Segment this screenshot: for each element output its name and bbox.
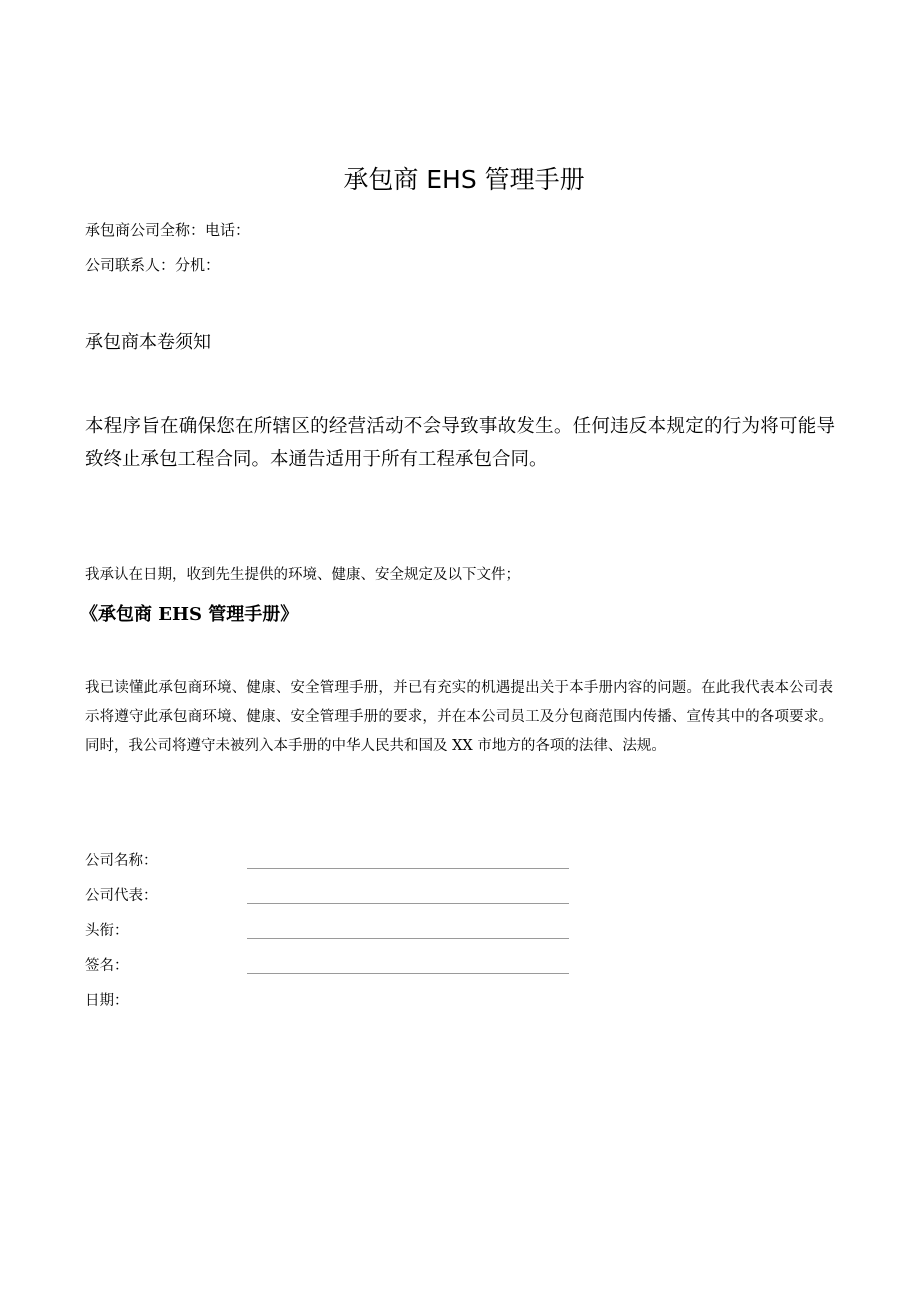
contact-label: 公司联系人：分机： [85, 256, 221, 274]
company-rep-field[interactable] [247, 903, 569, 904]
notice-heading: 承包商本卷须知 [85, 332, 211, 353]
title-field[interactable] [247, 938, 569, 939]
signature-row [85, 951, 585, 986]
intro-paragraph: 本程序旨在确保您在所辖区的经营活动不会导致事故发生。任何违反本规定的行为将可能导致终止承包工程合同。本通告适用于所有工程承包合同。 [85, 416, 835, 470]
acknowledgement-text: 我承认在日期，收到先生提供的环境、健康、安全规定及以下文件； [85, 567, 520, 583]
company-rep-row [85, 881, 585, 916]
manual-name: 《承包商 EHS 管理手册》 [80, 604, 299, 625]
document-title: 承包商 EHS 管理手册 [343, 165, 585, 194]
date-label: 日期： [85, 993, 129, 1009]
signature-field[interactable] [247, 973, 569, 974]
title-label: 头衔： [85, 923, 129, 939]
date-row [85, 986, 585, 1021]
company-name-field[interactable] [247, 868, 569, 869]
declaration-paragraph: 我已读懂此承包商环境、健康、安全管理手册，并已有充实的机遇提出关于本手册内容的问题。在此我代表本公司表示将遵守此承包商环境、健康、安全管理手册的要求，并在本公司员工及分包商范围内传播、宣传其中的各项要求。同时，我公司将遵守未被列入本手册的中华人民共和国及 XX 市地方的各项的法律、法规。 [85, 680, 833, 754]
company-full-name-label: 承包商公司全称：电话： [85, 221, 251, 239]
company-name-label: 公司名称： [85, 853, 158, 869]
signature-form [85, 846, 585, 1021]
signature-label: 签名： [85, 958, 129, 974]
title-row [85, 916, 585, 951]
company-rep-label: 公司代表： [85, 888, 158, 904]
company-name-row [85, 846, 585, 881]
